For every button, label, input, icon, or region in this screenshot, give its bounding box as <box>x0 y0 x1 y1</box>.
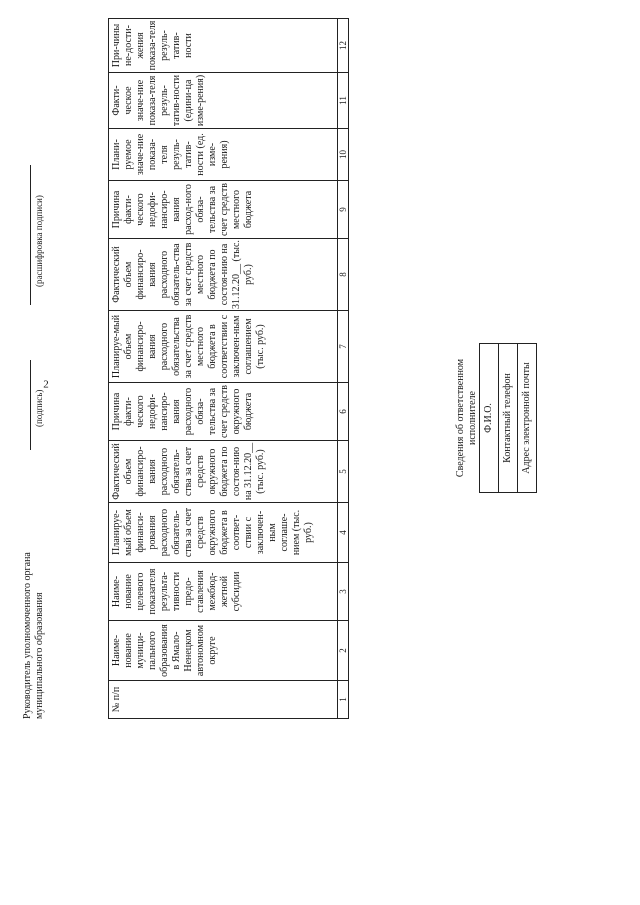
executor-row-phone: Контактный телефон <box>499 344 518 493</box>
header-cell: Факти-ческое значе-ние показа-теля резуль-татив-ности (едини-ца изме-рения) <box>109 73 338 129</box>
page-number: 2 <box>43 378 49 391</box>
header-cell: Планируе-мый объем финанси-рования расходного обязатель-ства за счет средств окружного бюджета в соответ-ствии с заключен-ным соглаше-нием (тыс. руб.) <box>109 503 338 563</box>
table-number-row <box>338 19 349 719</box>
number-cell: 11 <box>338 73 349 129</box>
report-table <box>108 18 349 719</box>
header-cell: Наиме-нование муници-пального образования в Ямало-Ненецком автономном округе <box>109 621 338 681</box>
sign-rule <box>30 360 31 450</box>
number-cell: 9 <box>338 181 349 239</box>
header-cell: При-чины не-дости-жения показа-теля резуль-татив-ности <box>109 19 338 73</box>
executor-row-fio: Ф.И.О. <box>480 344 499 493</box>
executor-row-email: Адрес электронной почты <box>518 344 537 493</box>
decode-rule <box>30 165 31 305</box>
executor-title: Сведения об ответственном исполнителе <box>455 358 478 478</box>
number-cell: 8 <box>338 239 349 311</box>
signature-line-1: Руководитель уполномоченного органа <box>22 552 33 719</box>
number-cell: 7 <box>338 311 349 383</box>
signature-block <box>22 552 46 719</box>
number-cell: 3 <box>338 563 349 621</box>
number-cell: 6 <box>338 383 349 441</box>
decode-caption: (расшифровка подписи) <box>34 195 44 287</box>
number-cell: 1 <box>338 681 349 719</box>
header-cell: № п/п <box>109 681 338 719</box>
number-cell: 4 <box>338 503 349 563</box>
header-cell: Фактический объем финансиро-вания расходного обязатель-ства за счет средств местного бюджета по состоя-нию на 31.12.20__ (тыс. руб.) <box>109 239 338 311</box>
sign-caption: (подпись) <box>34 389 44 427</box>
header-cell: Планируе-мый объем финансиро-вания расходного обязательства за счет средств местного бюджета в соответствии с заключен-ным соглашением (тыс. руб.) <box>109 311 338 383</box>
executor-info-table <box>455 343 537 493</box>
signature-line-2: муниципального образования <box>34 592 45 719</box>
header-cell: Причина факти-ческого недофи-нансиро-вания расходного обяза-тельства за счет средств окружного бюджета <box>109 383 338 441</box>
header-cell: Фактический объем финансиро-вания расходного обязатель-ства за счет средств окружного бюджета по состоя-нию на 31.12.20__ (тыс. руб.) <box>109 441 338 503</box>
number-cell: 2 <box>338 621 349 681</box>
header-cell: Плани-руемое значе-ние показа-теля резуль-татив-ности (ед. изме-рения) <box>109 129 338 181</box>
header-cell: Наиме-нование целевого показателя результа-тивности предо-ставления межбюд-жетной субсидии <box>109 563 338 621</box>
number-cell: 12 <box>338 19 349 73</box>
header-cell: Причина факти-ческого недофи-нансиро-вания расход-ного обяза-тельства за счет средств местного бюджета <box>109 181 338 239</box>
number-cell: 10 <box>338 129 349 181</box>
table-header-row <box>109 19 338 719</box>
number-cell: 5 <box>338 441 349 503</box>
